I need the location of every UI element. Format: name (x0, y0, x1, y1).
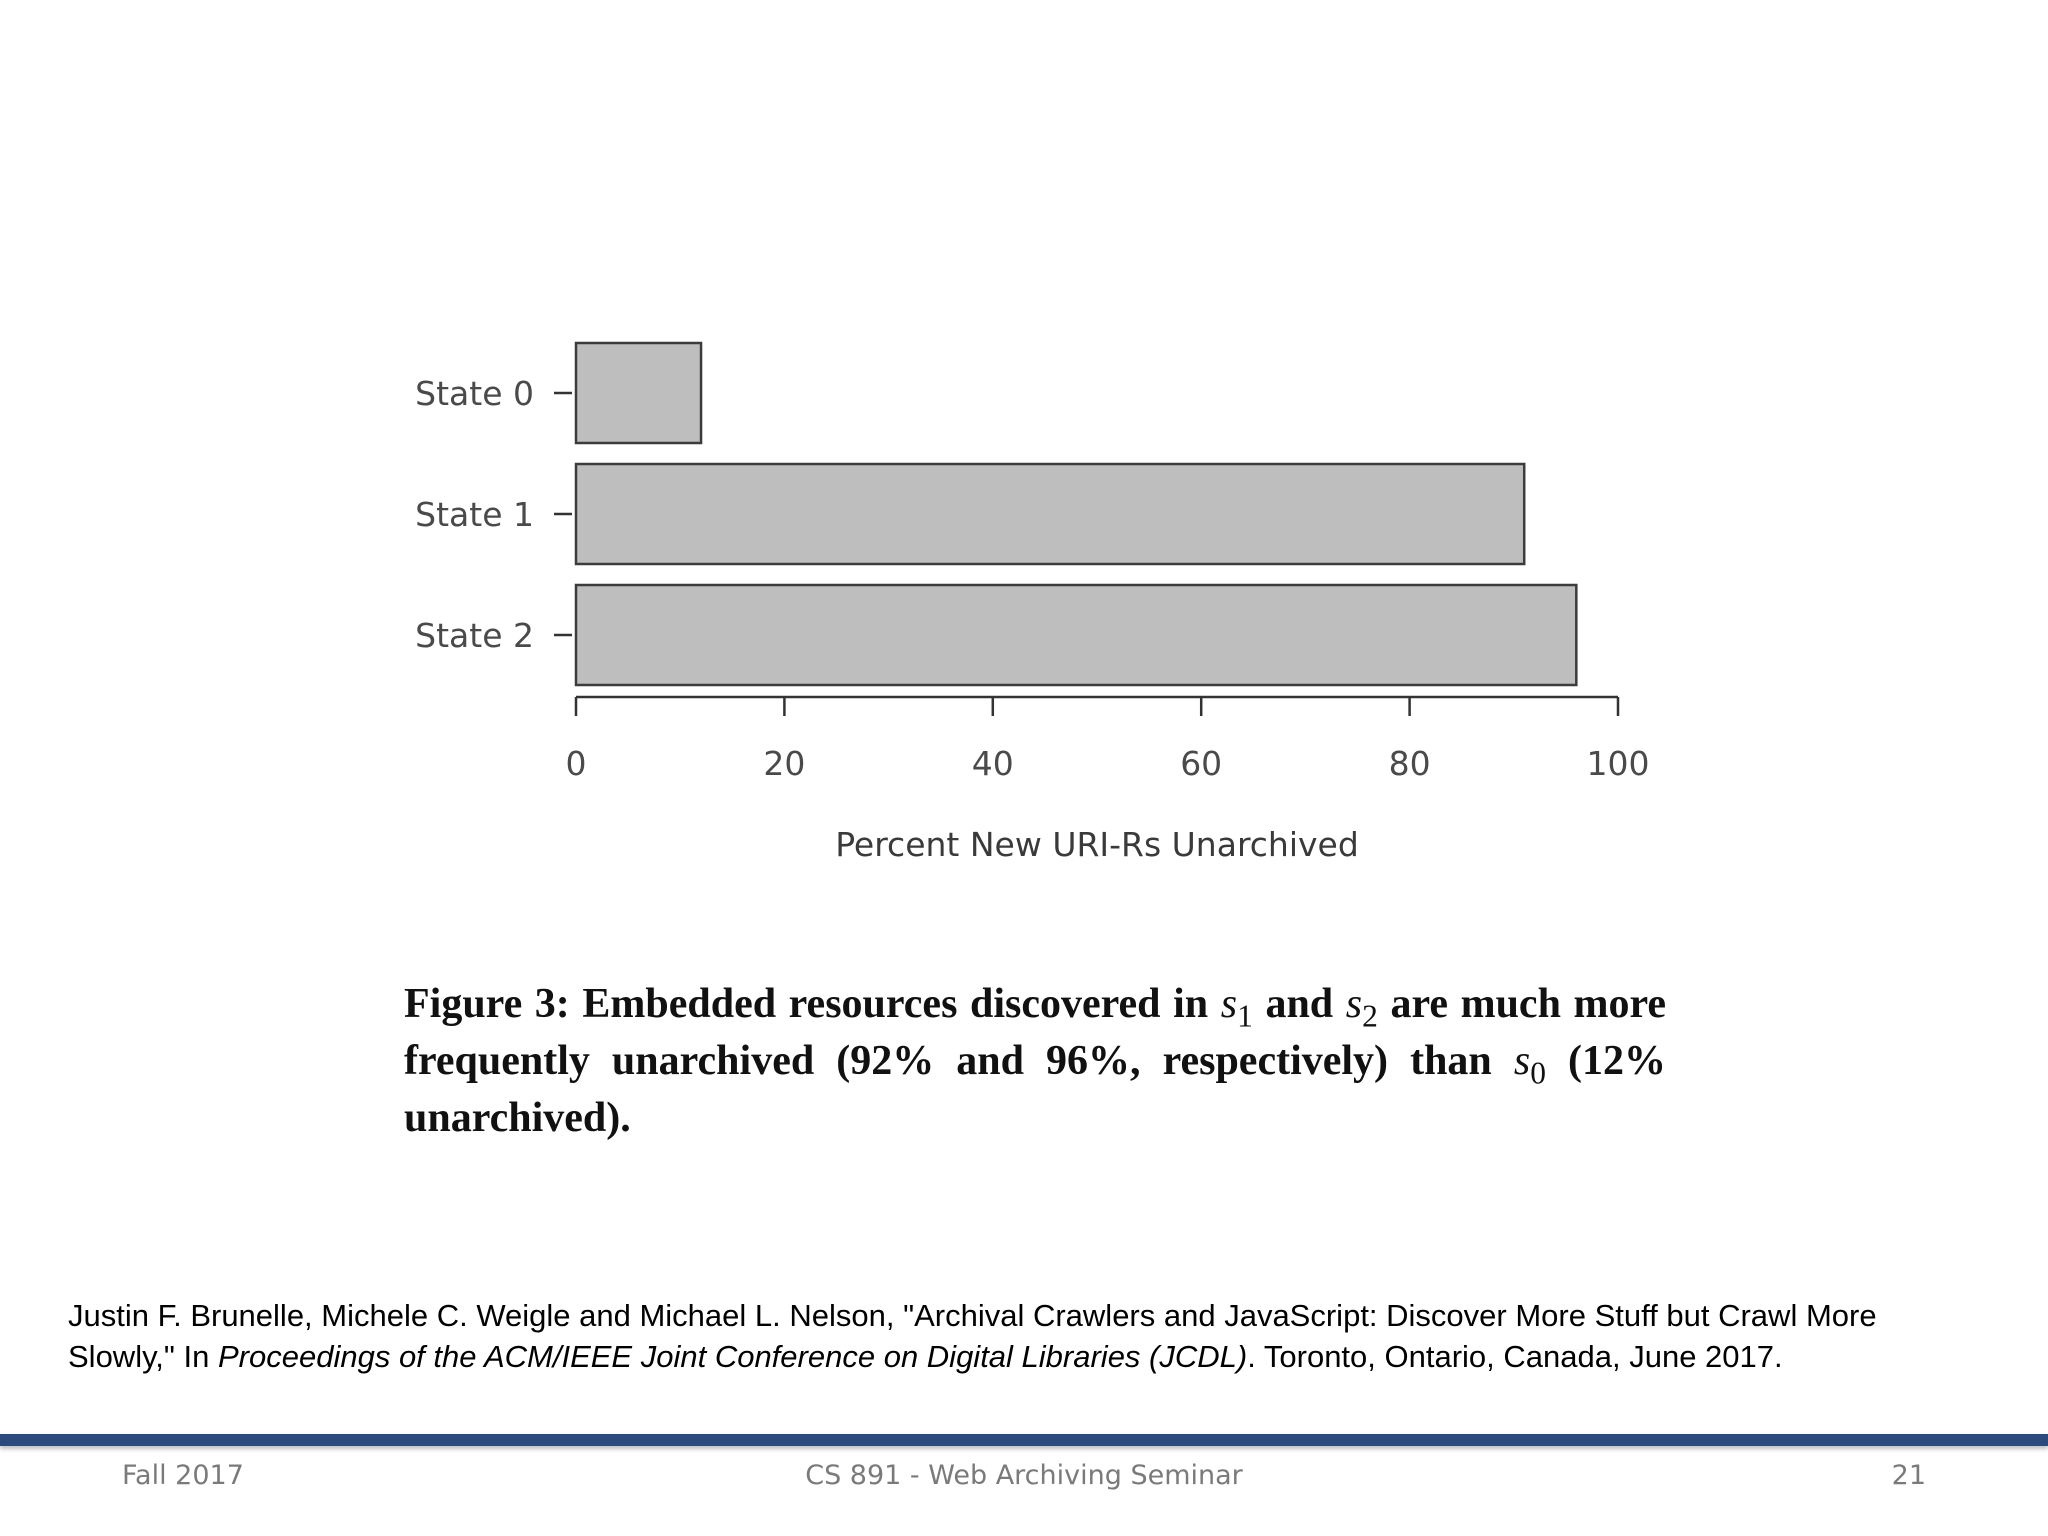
caption-text-2: are much more frequently unarchived (92% and 96%, respectively) than (404, 981, 1667, 1084)
y-tick-label: State 1 (415, 495, 534, 534)
y-tick-label: State 2 (415, 616, 534, 655)
figure-caption (404, 976, 1666, 1147)
caption-text-and: and (1265, 981, 1334, 1027)
citation-venue: Proceedings of the ACM/IEEE Joint Conference on Digital Libraries (JCDL) (218, 1338, 1248, 1374)
citation-location: . Toronto, Ontario, Canada, June 2017. (1247, 1338, 1783, 1374)
caption-label: Figure 3: (404, 981, 570, 1027)
symbol-s0: $s_0$ (1513, 1038, 1546, 1091)
x-tick-label: 60 (1180, 744, 1223, 783)
citation (68, 1296, 1978, 1377)
footer-divider (0, 1434, 2048, 1446)
footer-term: Fall 2017 (122, 1460, 244, 1491)
slide-number: 21 (1891, 1460, 1926, 1491)
x-tick-label: 80 (1388, 744, 1431, 783)
symbol-s1: $s_1$ (1220, 981, 1253, 1034)
bars (576, 343, 1576, 685)
x-tick-label: 100 (1586, 744, 1650, 783)
x-tick-label: 0 (565, 744, 587, 783)
caption-text-1: Embedded resources discovered in (582, 981, 1209, 1027)
x-axis-title: Percent New URI-Rs Unarchived (835, 825, 1359, 864)
bar-state-1 (576, 464, 1524, 564)
caption-text-3: (12% unarchived). (404, 1038, 1666, 1141)
bar-state-2 (576, 585, 1576, 685)
bar-state-0 (576, 343, 701, 443)
citation-authors: Justin F. Brunelle, Michele C. Weigle and Michael L. Nelson, "Archival Crawlers and JavaScript: Discover More Stuff but Crawl More Slowly," In (68, 1298, 1877, 1374)
footer-course-title: CS 891 - Web Archiving Seminar (805, 1460, 1243, 1491)
x-tick-label: 20 (763, 744, 806, 783)
x-tick-label: 40 (971, 744, 1014, 783)
symbol-s2: $s_2$ (1345, 981, 1378, 1034)
y-tick-label: State 0 (415, 374, 534, 413)
